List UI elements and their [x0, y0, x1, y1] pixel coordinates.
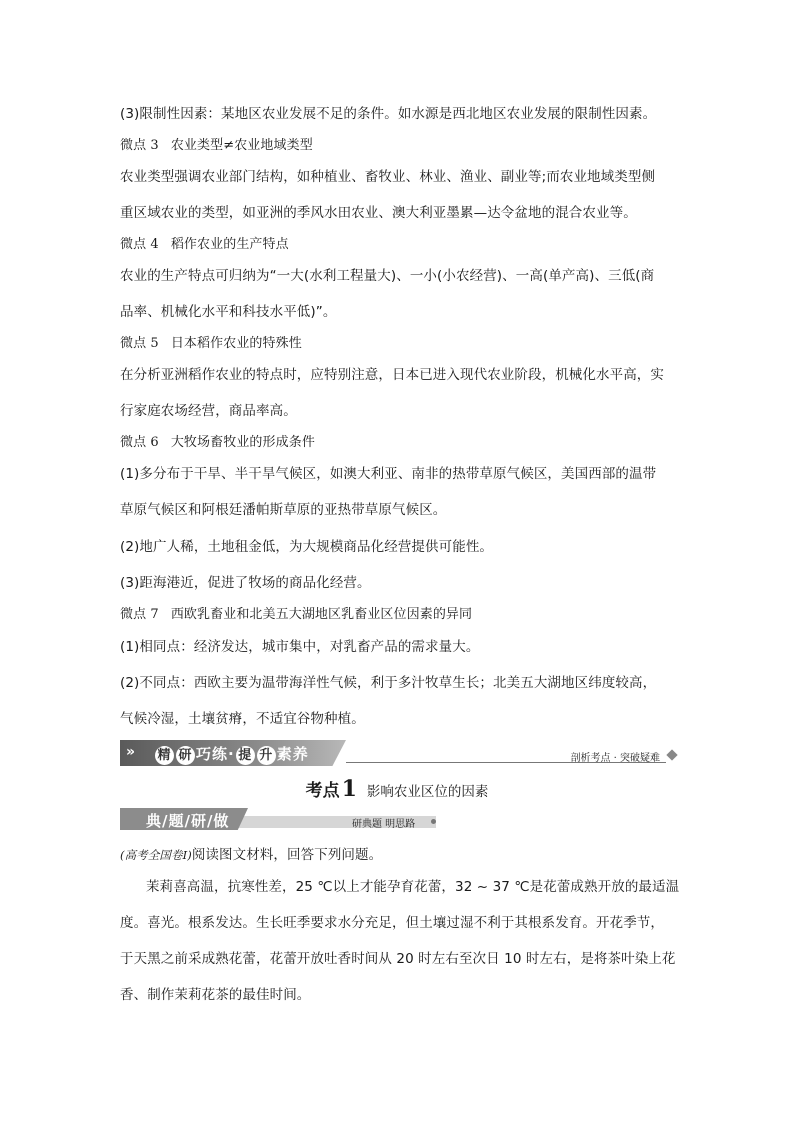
- micro-point-title: 日本稻作农业的特殊性: [170, 336, 302, 351]
- kaodian-title: 影响农业区位的因素: [366, 784, 489, 800]
- material-line: 度。喜光。根系发达。生长旺季要求水分充足，但土壤过湿不利于其根系发育。开花季节，: [120, 915, 664, 931]
- material-line: 茉莉喜高温，抗寒性差，25 ℃以上才能孕育花蕾，32 ~ 37 ℃是花蕾成熟开放的最适温: [146, 879, 680, 895]
- micro-point-number: 微点 6: [120, 435, 159, 450]
- diamond-icon: [666, 749, 677, 760]
- title-text: 巧练: [196, 745, 229, 763]
- micro-point-heading: [120, 332, 302, 351]
- kaodian-label: 考点: [305, 781, 340, 801]
- title-char-disc: 精: [155, 746, 174, 765]
- exam-source: (高考全国卷Ⅰ): [120, 848, 192, 862]
- micro-point-heading: [120, 603, 472, 622]
- paragraph-line: 在分析亚洲稻作农业的特点时，应特别注意，日本已进入现代农业阶段，机械化水平高，实: [120, 367, 664, 383]
- micro-point-title: 大牧场畜牧业的形成条件: [170, 435, 315, 450]
- dianti-label: 典/题/研/做: [146, 812, 230, 830]
- dianti-tab: [120, 808, 438, 830]
- micro-point-number: 微点 7: [120, 607, 159, 622]
- question-intro: [120, 843, 382, 863]
- section-banner: [120, 740, 678, 766]
- kaodian-heading: [0, 776, 794, 802]
- title-char-disc: 提: [236, 746, 255, 765]
- micro-point-number: 微点 5: [120, 336, 159, 351]
- question-instruction: 阅读图文材料，回答下列问题。: [191, 847, 383, 863]
- title-char-disc: 升: [257, 746, 276, 765]
- micro-point-title: 西欧乳畜业和北美五大湖地区乳畜业区位因素的异同: [170, 607, 473, 622]
- paragraph-line: 草原气候区和阿根廷潘帕斯草原的亚热带草原气候区。: [120, 502, 447, 518]
- micro-point-heading: [120, 233, 289, 252]
- micro-point-number: 微点 4: [120, 237, 159, 252]
- double-chevron-icon: »: [126, 744, 136, 760]
- paragraph-line: (1)多分布于干旱、半干旱气候区，如澳大利亚、南非的热带草原气候区，美国西部的温带: [120, 466, 657, 482]
- micro-point-title: 农业类型≠农业地域类型: [170, 138, 313, 153]
- dot-icon: [431, 819, 436, 824]
- material-line: 香、制作茉莉花茶的最佳时间。: [120, 987, 311, 1003]
- section-banner-title: [154, 743, 309, 765]
- micro-point-heading: [120, 134, 313, 153]
- title-char-disc: 研: [176, 746, 195, 765]
- micro-point-number: 微点 3: [120, 138, 159, 153]
- micro-point-title: 稻作农业的生产特点: [170, 237, 289, 252]
- material-line: 于天黑之前采成熟花蕾，花蕾开放吐香时间从 20 时左右至次日 10 时左右，是将茶叶染上花: [120, 951, 676, 967]
- section-banner-tagline: 剖析考点 · 突破疑难: [570, 753, 660, 764]
- paragraph-line: 农业类型强调农业部门结构，如种植业、畜牧业、林业、渔业、副业等;而农业地域类型侧: [120, 169, 656, 185]
- paragraph-line: 气候冷湿，土壤贫瘠，不适宜谷物种植。: [120, 711, 365, 727]
- title-separator: ·: [228, 745, 235, 763]
- paragraph-line: 行家庭农场经营，商品率高。: [120, 403, 297, 419]
- paragraph-line: (1)相同点：经济发达，城市集中，对乳畜产品的需求量大。: [120, 639, 480, 655]
- paragraph-line: 重区域农业的类型，如亚洲的季风水田农业、澳大利亚墨累—达令盆地的混合农业等。: [120, 205, 637, 221]
- paragraph-line: (3)限制性因素：某地区农业发展不足的条件。如水源是西北地区农业发展的限制性因素。: [120, 106, 657, 122]
- paragraph-line: (2)不同点：西欧主要为温带海洋性气候，利于多汁牧草生长；北美五大湖地区纬度较高，: [120, 675, 657, 691]
- micro-point-heading: [120, 431, 315, 450]
- dianti-tagline: 研典题 明思路: [352, 819, 416, 830]
- title-text: 素养: [276, 745, 309, 763]
- kaodian-number: 1: [341, 776, 357, 802]
- paragraph-line: 品率、机械化水平和科技水平低)”。: [120, 304, 337, 320]
- paragraph-line: 农业的生产特点可归纳为“一大(水利工程量大)、一小(小农经营)、一高(单产高)、三低(商: [120, 268, 655, 284]
- paragraph-line: (3)距海港近，促进了牧场的商品化经营。: [120, 575, 371, 591]
- paragraph-line: (2)地广人稀，土地租金低，为大规模商品化经营提供可能性。: [120, 539, 494, 555]
